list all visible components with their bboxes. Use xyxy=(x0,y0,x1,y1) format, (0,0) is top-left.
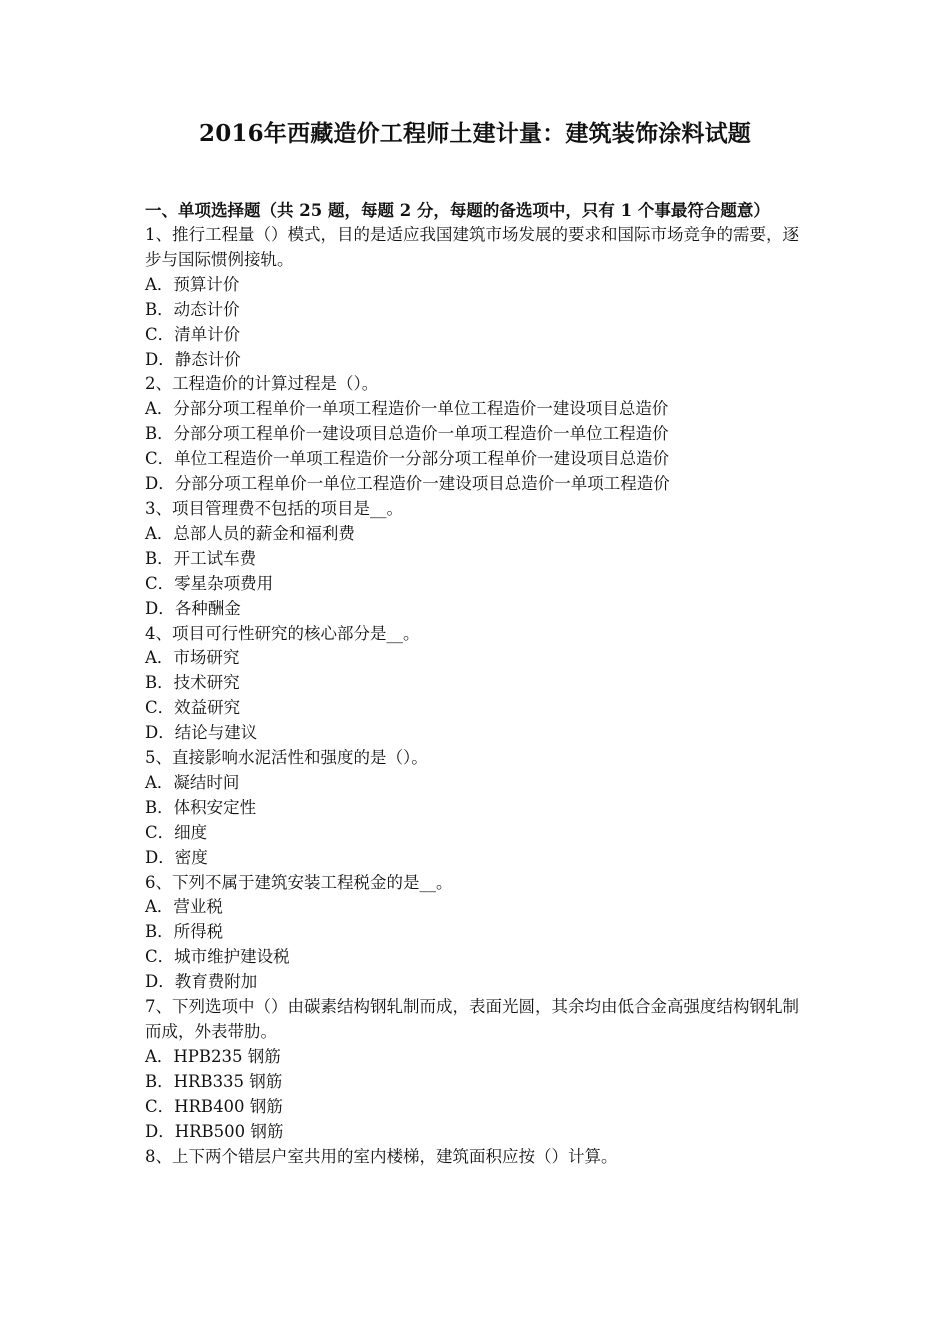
question-2 xyxy=(145,372,810,497)
option-c: C．清单计价 xyxy=(145,324,241,344)
option-c: C．城市维护建设税 xyxy=(145,947,290,967)
question-stem: 8、上下两个错层户室共用的室内楼梯，建筑面积应按（）计算。 xyxy=(145,1146,618,1166)
option-c: C．HRB400 钢筋 xyxy=(145,1096,283,1116)
option-c: C．效益研究 xyxy=(145,698,241,718)
question-stem: 5、直接影响水泥活性和强度的是（）。 xyxy=(145,748,428,768)
section-heading: 一、单项选择题（共 25 题，每题 2 分，每题的备选项中，只有 1 个事最符合题意） xyxy=(145,201,770,220)
option-d: D．各种酬金 xyxy=(145,598,241,618)
option-d: D．静态计价 xyxy=(145,349,241,369)
option-c: C．零星杂项费用 xyxy=(145,573,274,593)
question-stem: 4、项目可行性研究的核心部分是__。 xyxy=(145,623,420,643)
document-body xyxy=(145,198,810,1169)
option-d: D．密度 xyxy=(145,847,208,867)
question-8 xyxy=(145,1145,810,1170)
question-stem: 6、下列不属于建筑安装工程税金的是__。 xyxy=(145,872,453,892)
question-4 xyxy=(145,622,810,747)
document-title: 2016年西藏造价工程师土建计量：建筑装饰涂料试题 xyxy=(198,120,751,147)
option-d: D．HRB500 钢筋 xyxy=(145,1121,284,1141)
option-a: A．HPB235 钢筋 xyxy=(145,1046,281,1066)
question-stem: 1、推行工程量（）模式，目的是适应我国建筑市场发展的要求和国际市场竞争的需要，逐步与国际惯例接轨。 xyxy=(145,225,799,269)
option-b: B．体积安定性 xyxy=(145,797,257,817)
option-b: B．HRB335 钢筋 xyxy=(145,1071,283,1091)
option-a: A．分部分项工程单价一单项工程造价一单位工程造价一建设项目总造价 xyxy=(145,399,669,419)
question-1 xyxy=(145,223,810,372)
question-stem: 2、工程造价的计算过程是（）。 xyxy=(145,374,379,394)
option-b: B．动态计价 xyxy=(145,299,240,319)
option-b: B．所得税 xyxy=(145,922,224,942)
question-stem: 3、项目管理费不包括的项目是__。 xyxy=(145,498,403,518)
option-a: A．凝结时间 xyxy=(145,772,240,792)
option-c: C．单位工程造价一单项工程造价一分部分项工程单价一建设项目总造价 xyxy=(145,449,670,469)
question-5 xyxy=(145,746,810,871)
option-b: B．分部分项工程单价一建设项目总造价一单项工程造价一单位工程造价 xyxy=(145,424,669,444)
option-a: A．预算计价 xyxy=(145,274,240,294)
option-b: B．开工试车费 xyxy=(145,548,257,568)
option-d: D．分部分项工程单价一单位工程造价一建设项目总造价一单项工程造价 xyxy=(145,474,670,494)
option-a: A．总部人员的薪金和福利费 xyxy=(145,523,355,543)
option-b: B．技术研究 xyxy=(145,673,240,693)
option-a: A．营业税 xyxy=(145,897,223,917)
question-7 xyxy=(145,995,810,1144)
option-a: A．市场研究 xyxy=(145,648,240,668)
question-3 xyxy=(145,497,810,622)
question-stem: 7、下列选项中（）由碳素结构钢轧制而成，表面光圆，其余均由低合金高强度结构钢轧制而成，外表带肋。 xyxy=(145,997,799,1041)
option-c: C．细度 xyxy=(145,822,208,842)
question-6 xyxy=(145,871,810,996)
option-d: D．教育费附加 xyxy=(145,972,258,992)
option-d: D．结论与建议 xyxy=(145,723,258,743)
